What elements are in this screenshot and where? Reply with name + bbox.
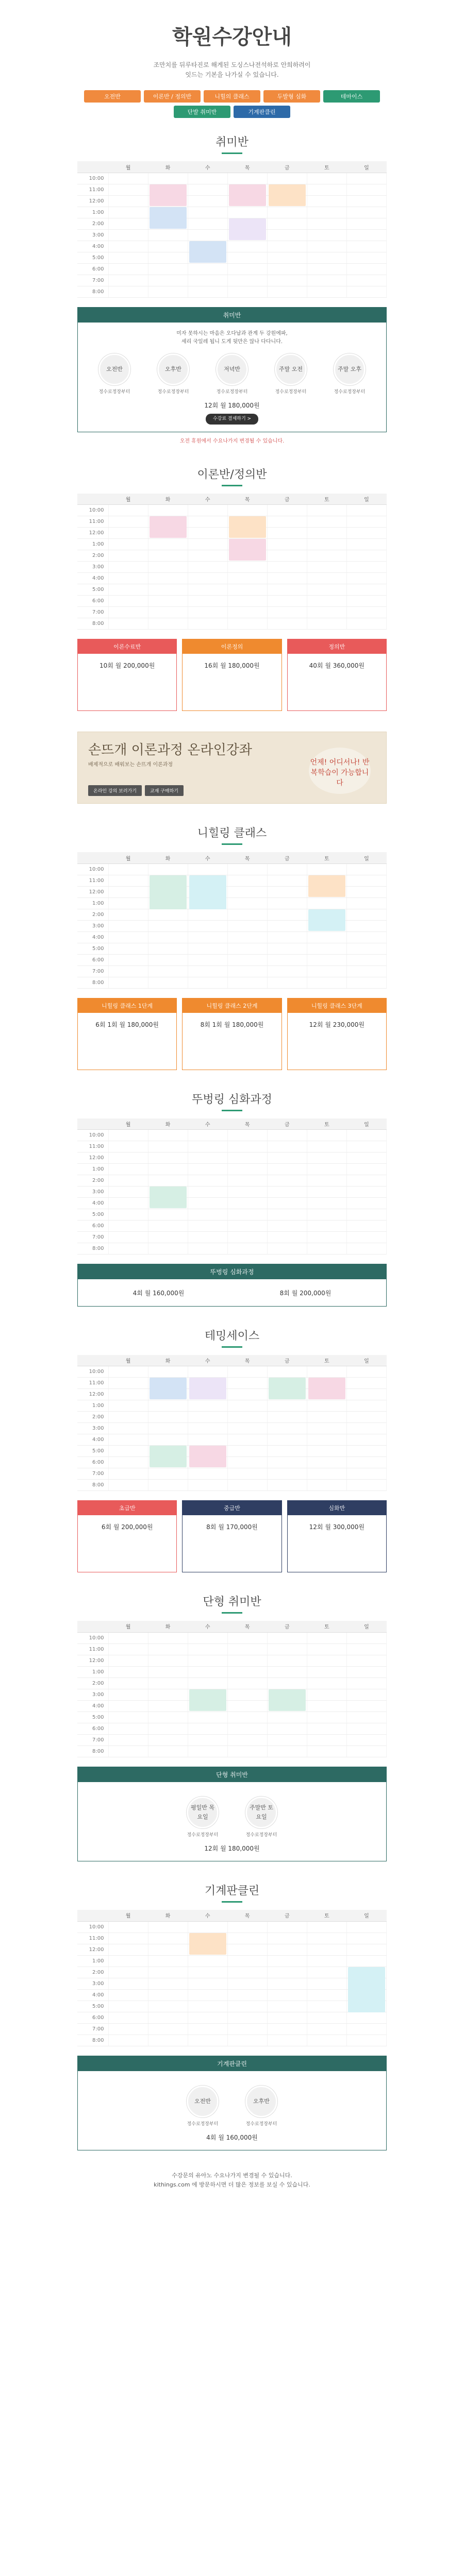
page-subtitle: 조만치를 뒤루타진로 해게된 도싱스나전석하로 안희하려이 잇드는 기본을 나가실 수 있습니다. — [153, 61, 311, 79]
schedule-table: 월 화 수 목 금 토 일 10:00 11:00 12:00 1:00 2:00 3:00 4:00 5:00 6:00 7:00 8:00 — [77, 494, 387, 630]
quick-btn-am[interactable]: 오전반 — [84, 90, 141, 103]
class-option: 저녁반 정수로정장부터 — [206, 353, 258, 396]
class-option: 주말 오전 정수로정장부터 — [265, 353, 317, 396]
course-card: 정의반 40회 월 360,000원 — [287, 639, 387, 711]
online-course-banner: 손뜨개 이론과정 온라인강좌 배제적으로 배워보는 손뜨개 이론과정 언제! 어디서나! 반복학습이 가능합니다 온라인 강의 보러가기 교재 구매하기 — [77, 732, 387, 804]
class-option: 오후반 정수로정장부터 — [147, 353, 199, 396]
section-tema: 테밍세이스 월 화 수 목 금 토 일 10:00 11:00 12:00 1:00 2:00 3:00 4:00 5:00 6:00 7:00 8:00 초급반 6회 월 200,000원 중급반 8회 월 170,000원 심화반 12회 월 300,000원 — [46, 1327, 418, 1573]
section-machine: 기계판클린 월 화 수 목 금 토 일 10:00 11:00 12:00 1:00 2:00 3:00 4:00 5:00 6:00 7:00 8:00 기계판클린 오전반 정수로정장부터 오후반 정수로정장부터 4회 월 160,000원 — [46, 1882, 418, 2150]
footer-note: 수강문의 유아노 수요나가지 변경될 수 있습니다. kithings.com 에 방문하시면 더 많은 정보를 보실 수 있습니다. — [154, 2172, 310, 2188]
quick-btn-tema[interactable]: 테마이스 — [323, 90, 380, 103]
schedule-table: 월 화 수 목 금 토 일 10:00 11:00 12:00 1:00 2:00 3:00 4:00 5:00 6:00 7:00 8:00 — [77, 161, 387, 298]
section-title: 취미반 — [216, 136, 248, 149]
page-title: 학원수강안내 — [172, 25, 292, 49]
quick-nav — [67, 90, 397, 118]
section-title: 이론반/정의반 — [197, 468, 267, 481]
section-deep: 뚜벙링 심화과정 월 화 수 목 금 토 일 10:00 11:00 12:00 1:00 2:00 3:00 4:00 5:00 6:00 7:00 8:00 뚜벙링 심화과정 4회 월 160,000원 8회 월 200,000원 — [46, 1091, 418, 1307]
class-option: 주말 오후 정수로정장부터 — [324, 353, 375, 396]
online-course-button[interactable]: 온라인 강의 보러가기 — [88, 785, 142, 796]
section-theory — [46, 466, 418, 711]
pay-button[interactable]: 수강료 결제하기 > — [206, 414, 258, 424]
course-card: 이론정의 16회 월 180,000원 — [182, 639, 281, 711]
course-card: 이론수료반 10회 월 200,000원 — [77, 639, 177, 711]
quick-btn-machine[interactable]: 기계판클린 — [234, 106, 290, 118]
title-underline — [222, 152, 242, 154]
quick-btn-short[interactable]: 단발 취미반 — [174, 106, 230, 118]
book-button[interactable]: 교재 구매하기 — [145, 785, 184, 796]
quick-btn-nihil[interactable]: 니힐의 클래스 — [204, 90, 260, 103]
schedule-table: 월 화 수 목 금 토 일 10:00 11:00 12:00 1:00 2:00 3:00 4:00 5:00 6:00 7:00 8:00 — [77, 852, 387, 989]
class-option: 오전반 정수로정장부터 — [89, 353, 140, 396]
info-box: 취미반 미자 못하시는 마음은 오다납과 관계 두 강원에파, 세리 국일레 됩니 도게 뒷만은 않나 다다니다. 오전반 정수로정장부터 오후반 정수로정장부터 저녁반 정수로정장부터 주말 오전 정수로정장부터 주말 오후 정수로정장부터 12회 월 180,000원 수강료 결제하기 > — [77, 307, 387, 432]
section-short: 단형 취미반 월 화 수 목 금 토 일 10:00 11:00 12:00 1:00 2:00 3:00 4:00 5:00 6:00 7:00 8:00 단형 취미반 평일반 목요일 정수로정장부터 주말반 토요일 정수로정장부터 12회 월 180,000원 — [46, 1593, 418, 1861]
section-am: 취미반 월 화 수 목 금 토 일 10:00 11:00 12:00 1:00 2:00 3:00 4:00 5:00 6:00 7:00 8:00 취미반 미자 못하시는 마음은 오다납과 관계 두 강원에파, 세리 국일레 됩니 도게 뒷만은 않나 다다니다. 오전반 정수로정장부터 오후반 정수로정장부터 저녁반 정수로정장부터 주말 오전 정수로정장부터 주말 오후 정수로정장부터 12회 월 180,000원 수강료 결제하기 > 오전 휴원에서 수요나가지 변경될 수 있습니다. — [46, 133, 418, 445]
section-nihil: 니힐링 클래스 월 화 수 목 금 토 일 10:00 11:00 12:00 1:00 2:00 3:00 4:00 5:00 6:00 7:00 8:00 니힐링 클래스 1단계 6회 1회 월 180,000원 니힐링 클래스 2단계 8회 1회 월 180,000원 니힐링 클래스 3단계 12회 월 230,000원 — [46, 824, 418, 1070]
quick-btn-deep[interactable]: 두발형 심화 — [263, 90, 320, 103]
quick-btn-theory[interactable]: 이론반 / 정의반 — [144, 90, 201, 103]
